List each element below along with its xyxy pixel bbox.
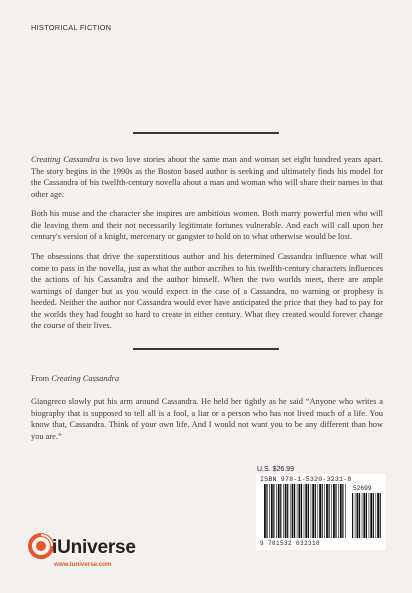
barcode-block — [256, 466, 388, 550]
excerpt-book-title: Creating Cassandra — [51, 374, 120, 383]
book-title: Creating Cassandra — [31, 155, 100, 164]
top-divider — [133, 132, 279, 134]
barcode-bar — [335, 484, 336, 538]
barcode-bar — [312, 484, 314, 538]
barcode-bar — [340, 484, 342, 538]
barcode-bar — [333, 484, 335, 538]
genre-label: HISTORICAL FICTION — [31, 23, 112, 32]
barcode-bar — [287, 484, 288, 538]
price-addon-number: 52699 — [353, 485, 372, 492]
barcode-bar — [271, 484, 273, 538]
barcode-bar — [363, 493, 365, 538]
synopsis-paragraph-3: The obsessions that drive the superstitious author and his determined Cassandra influence what will come to pass in the novella, just as what the author ascribes to his twelfth-century characters influences the actions of his Cassandra and the author himself. When the two worlds meet, there are ample warnings of danger but as you would expect in the case of a Cassandra, no warning or prophesy is heeded. Neither the author nor Cassandra would ever have anticipated the price that they had to pay for the worlds they had fought so hard to create in either century. What they created would forever change the course of their lives. — [31, 252, 383, 330]
barcode-bar — [338, 484, 339, 538]
excerpt-from-label: From — [31, 374, 52, 383]
barcode-bar — [273, 484, 274, 538]
barcode-bar — [352, 493, 353, 538]
barcode — [256, 474, 386, 550]
barcode-bar — [362, 493, 363, 538]
barcode-bar — [290, 484, 291, 538]
publisher-logo — [28, 528, 168, 572]
barcode-bar — [322, 484, 323, 538]
barcode-bar — [283, 484, 284, 538]
barcode-bar — [318, 484, 319, 538]
barcode-bar — [377, 493, 379, 538]
barcode-bar — [294, 484, 295, 538]
price-label: U.S. $26.99 — [257, 466, 294, 473]
barcode-bar — [359, 493, 360, 538]
synopsis-paragraph-1-text: is two love stories about the same man and woman set eight hundred years apart. The story begins in the 1990s as the Boston based author is seeking and ultimately finds his model for the Cassandra of his twelfth-century novella about a man and woman who will share their names in that other age. — [31, 155, 383, 199]
barcode-bar — [264, 484, 266, 538]
bottom-divider — [133, 348, 279, 350]
barcode-bar — [301, 484, 302, 538]
barcode-bar — [357, 493, 359, 538]
barcode-bar — [366, 493, 367, 538]
publisher-name: iUniverse — [52, 537, 136, 558]
barcode-bar — [311, 484, 312, 538]
barcode-bar — [269, 484, 270, 538]
excerpt-source — [31, 373, 383, 385]
isbn-text: ISBN 978-1-5320-3231-8 — [260, 476, 352, 483]
barcode-bar — [297, 484, 298, 538]
barcode-bar — [280, 484, 281, 538]
barcode-bar — [319, 484, 321, 538]
barcode-bar — [292, 484, 294, 538]
barcode-bar — [266, 484, 267, 538]
barcode-bar — [315, 484, 316, 538]
barcode-bar — [376, 493, 377, 538]
barcode-bar — [278, 484, 280, 538]
barcode-bar — [342, 484, 343, 538]
synopsis-paragraph-1 — [31, 154, 383, 200]
barcode-bar — [329, 484, 330, 538]
barcode-bar — [299, 484, 301, 538]
barcode-bar — [324, 484, 325, 538]
barcode-bar — [355, 493, 356, 538]
excerpt-text: Giangreco slowly put his arm around Cassandra. He held her tightly as he said “Anyone who writes a biography that is supposed to tell all is a fool, a liar or a person who has not lived much of a life. You know that, Cassandra. Think of your own life. And I would not want you to be any different than how you are.” — [31, 397, 383, 441]
barcode-bar — [345, 484, 346, 538]
publisher-url: www.iuniverse.com — [54, 561, 112, 568]
barcode-bar — [276, 484, 277, 538]
barcode-bar — [308, 484, 309, 538]
barcode-bar — [304, 484, 305, 538]
barcode-digits: 9 781532 032318 — [260, 540, 321, 547]
synopsis-paragraph-2: Both his muse and the character she inspires are ambitious women. Both marry powerful men who will die leaving them and their not necessarily legitimate fortunes vulnerable. And each will call upon her century's version of a knight, mercenary or gangster to hold on to what otherwise would be lost. — [31, 209, 383, 241]
barcode-bar — [370, 493, 372, 538]
iuniverse-swirl-icon — [28, 533, 54, 559]
barcode-bar — [285, 484, 287, 538]
barcode-bar — [373, 493, 374, 538]
barcode-bar — [305, 484, 307, 538]
barcode-bar — [380, 493, 381, 538]
barcode-bar — [326, 484, 328, 538]
barcode-bar — [369, 493, 370, 538]
barcode-bar — [331, 484, 332, 538]
